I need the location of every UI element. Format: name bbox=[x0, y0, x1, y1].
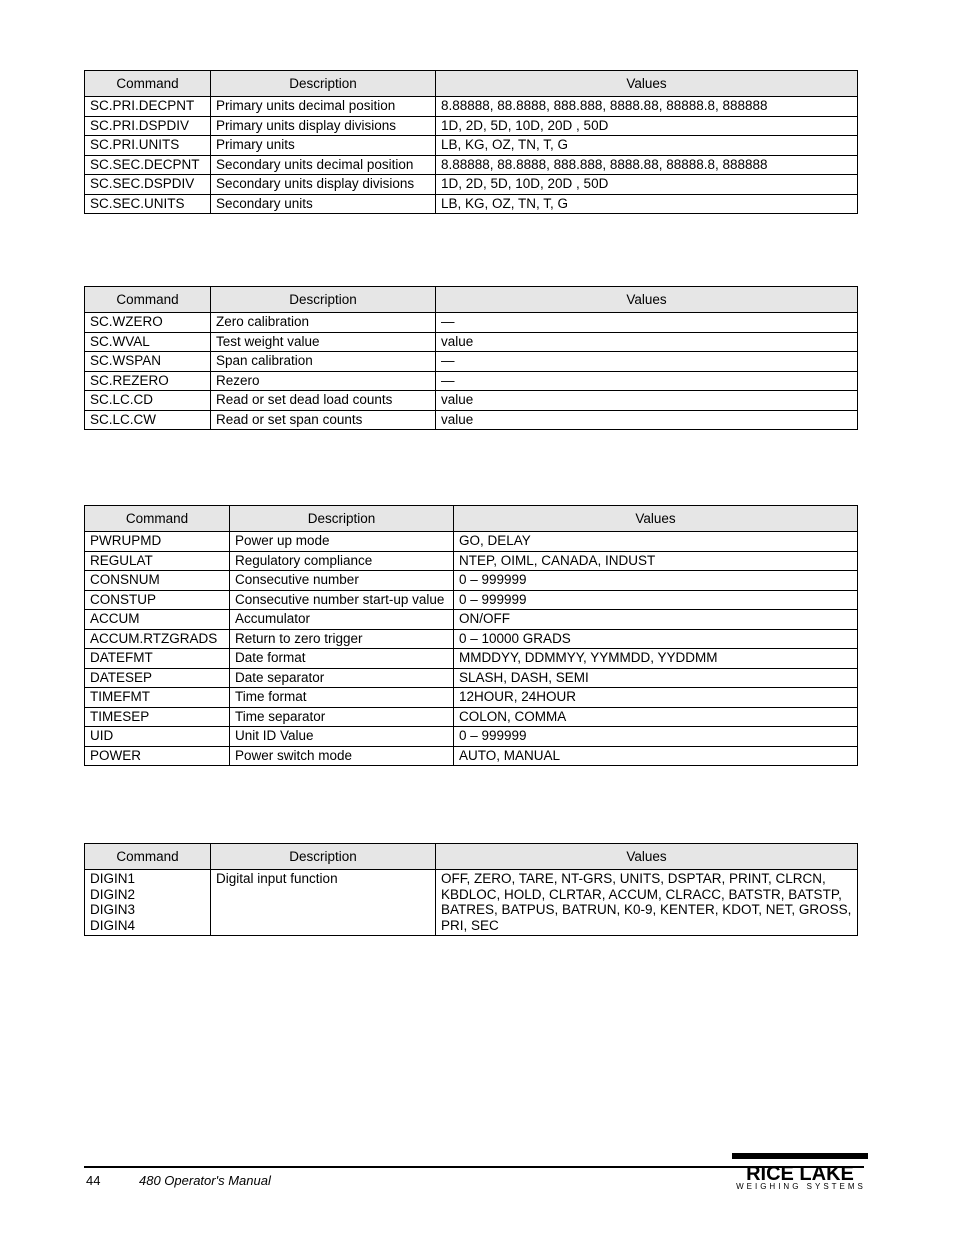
command-cell: DATESEP bbox=[85, 668, 230, 688]
description-header: Description bbox=[211, 71, 436, 97]
units-command-table bbox=[84, 70, 858, 214]
values-cell: 1D, 2D, 5D, 10D, 20D , 50D bbox=[436, 116, 858, 136]
description-cell: Secondary units bbox=[211, 194, 436, 214]
description-cell: Consecutive number start-up value bbox=[230, 590, 454, 610]
table-row bbox=[85, 155, 858, 175]
description-cell: Power switch mode bbox=[230, 746, 454, 766]
values-header: Values bbox=[436, 287, 858, 313]
description-cell: Consecutive number bbox=[230, 571, 454, 591]
description-cell: Unit ID Value bbox=[230, 727, 454, 747]
command-cell: SC.WZERO bbox=[85, 313, 211, 333]
description-cell: Test weight value bbox=[211, 332, 436, 352]
logo-subtext: WEIGHING SYSTEMS bbox=[736, 1182, 866, 1191]
command-cell: POWER bbox=[85, 746, 230, 766]
table-row bbox=[85, 590, 858, 610]
command-cell: SC.WVAL bbox=[85, 332, 211, 352]
command-cell: SC.PRI.DSPDIV bbox=[85, 116, 211, 136]
values-cell: 8.88888, 88.8888, 888.888, 8888.88, 88888.8, 888888 bbox=[436, 97, 858, 117]
command-cell: SC.REZERO bbox=[85, 371, 211, 391]
calibration-command-table bbox=[84, 286, 858, 430]
rice-lake-logo bbox=[730, 1151, 870, 1195]
table-row bbox=[85, 136, 858, 156]
table-row bbox=[85, 175, 858, 195]
values-cell: 1D, 2D, 5D, 10D, 20D , 50D bbox=[436, 175, 858, 195]
values-cell: 0 – 999999 bbox=[454, 571, 858, 591]
command-digin3: DIGIN3 bbox=[90, 902, 136, 917]
table-header-row bbox=[85, 71, 858, 97]
command-cell: PWRUPMD bbox=[85, 532, 230, 552]
values-cell: MMDDYY, DDMMYY, YYMMDD, YYDDMM bbox=[454, 649, 858, 669]
command-cell: SC.LC.CD bbox=[85, 391, 211, 411]
table-header-row bbox=[85, 287, 858, 313]
values-cell: value bbox=[436, 391, 858, 411]
description-cell: Return to zero trigger bbox=[230, 629, 454, 649]
description-header: Description bbox=[211, 287, 436, 313]
command-cell: SC.PRI.DECPNT bbox=[85, 97, 211, 117]
values-cell: OFF, ZERO, TARE, NT-GRS, UNITS, DSPTAR, PRINT, CLRCN, KBDLOC, HOLD, CLRTAR, ACCUM, CLRACC, BATSTR, BATSTP, BATRES, BATPUS, BATRUN, K0-9, KENTER, KDOT, NET, GROSS, PRI, SEC bbox=[436, 870, 858, 936]
command-cell: REGULAT bbox=[85, 551, 230, 571]
table-row bbox=[85, 352, 858, 372]
table-row bbox=[85, 727, 858, 747]
values-cell: 0 – 999999 bbox=[454, 590, 858, 610]
description-cell: Secondary units display divisions bbox=[211, 175, 436, 195]
values-cell: COLON, COMMA bbox=[454, 707, 858, 727]
values-cell: SLASH, DASH, SEMI bbox=[454, 668, 858, 688]
command-cell: DATEFMT bbox=[85, 649, 230, 669]
table-row bbox=[85, 571, 858, 591]
command-cell: SC.SEC.UNITS bbox=[85, 194, 211, 214]
description-cell: Primary units decimal position bbox=[211, 97, 436, 117]
description-cell: Digital input function bbox=[211, 870, 436, 936]
description-cell: Secondary units decimal position bbox=[211, 155, 436, 175]
command-digin4: DIGIN4 bbox=[90, 917, 136, 933]
table-row bbox=[85, 391, 858, 411]
values-cell: — bbox=[436, 352, 858, 372]
description-cell: Read or set span counts bbox=[211, 410, 436, 430]
description-cell: Read or set dead load counts bbox=[211, 391, 436, 411]
command-cell: SC.PRI.UNITS bbox=[85, 136, 211, 156]
feature-command-table bbox=[84, 505, 858, 766]
values-cell: — bbox=[436, 371, 858, 391]
command-cell: TIMEFMT bbox=[85, 688, 230, 708]
table-row bbox=[85, 332, 858, 352]
table-row bbox=[85, 371, 858, 391]
values-cell: 8.88888, 88.8888, 888.888, 8888.88, 88888.8, 888888 bbox=[436, 155, 858, 175]
table-row bbox=[85, 313, 858, 333]
values-cell: GO, DELAY bbox=[454, 532, 858, 552]
values-cell: — bbox=[436, 313, 858, 333]
command-header: Command bbox=[85, 287, 211, 313]
command-header: Command bbox=[85, 71, 211, 97]
table-row bbox=[85, 194, 858, 214]
description-cell: Date separator bbox=[230, 668, 454, 688]
command-cell bbox=[85, 870, 211, 936]
values-header: Values bbox=[454, 506, 858, 532]
values-cell: 12HOUR, 24HOUR bbox=[454, 688, 858, 708]
logo-text: RICE LAKE bbox=[746, 1163, 854, 1185]
table-row bbox=[85, 610, 858, 630]
command-cell: SC.WSPAN bbox=[85, 352, 211, 372]
table-row bbox=[85, 551, 858, 571]
table-row bbox=[85, 746, 858, 766]
description-cell: Rezero bbox=[211, 371, 436, 391]
description-header: Description bbox=[230, 506, 454, 532]
values-cell: LB, KG, OZ, TN, T, G bbox=[436, 136, 858, 156]
values-cell: value bbox=[436, 410, 858, 430]
description-cell: Span calibration bbox=[211, 352, 436, 372]
table-row bbox=[85, 410, 858, 430]
digital-input-command-table bbox=[84, 843, 858, 936]
description-header: Description bbox=[211, 844, 436, 870]
table-row bbox=[85, 97, 858, 117]
command-cell: CONSTUP bbox=[85, 590, 230, 610]
values-cell: 0 – 999999 bbox=[454, 727, 858, 747]
manual-title: 480 Operator's Manual bbox=[139, 1173, 271, 1188]
command-digin2: DIGIN2 bbox=[90, 886, 136, 902]
command-cell: ACCUM bbox=[85, 610, 230, 630]
values-cell: NTEP, OIML, CANADA, INDUST bbox=[454, 551, 858, 571]
table-row bbox=[85, 870, 858, 936]
command-cell: TIMESEP bbox=[85, 707, 230, 727]
description-cell: Regulatory compliance bbox=[230, 551, 454, 571]
command-cell: ACCUM.RTZGRADS bbox=[85, 629, 230, 649]
values-cell: LB, KG, OZ, TN, T, G bbox=[436, 194, 858, 214]
values-header: Values bbox=[436, 71, 858, 97]
command-cell: CONSNUM bbox=[85, 571, 230, 591]
table-row bbox=[85, 532, 858, 552]
command-cell: UID bbox=[85, 727, 230, 747]
table-header-row bbox=[85, 506, 858, 532]
description-cell: Date format bbox=[230, 649, 454, 669]
description-cell: Primary units display divisions bbox=[211, 116, 436, 136]
values-header: Values bbox=[436, 844, 858, 870]
table-header-row bbox=[85, 844, 858, 870]
description-cell: Time separator bbox=[230, 707, 454, 727]
command-cell: SC.LC.CW bbox=[85, 410, 211, 430]
page-number: 44 bbox=[86, 1173, 101, 1188]
values-cell: ON/OFF bbox=[454, 610, 858, 630]
table-row bbox=[85, 688, 858, 708]
description-cell: Time format bbox=[230, 688, 454, 708]
description-cell: Power up mode bbox=[230, 532, 454, 552]
command-header: Command bbox=[85, 506, 230, 532]
values-cell: 0 – 10000 GRADS bbox=[454, 629, 858, 649]
command-digin1: DIGIN1 bbox=[90, 871, 136, 886]
command-header: Command bbox=[85, 844, 211, 870]
table-row bbox=[85, 629, 858, 649]
table-row bbox=[85, 116, 858, 136]
values-cell: AUTO, MANUAL bbox=[454, 746, 858, 766]
command-cell: SC.SEC.DSPDIV bbox=[85, 175, 211, 195]
description-cell: Primary units bbox=[211, 136, 436, 156]
values-cell: value bbox=[436, 332, 858, 352]
description-cell: Zero calibration bbox=[211, 313, 436, 333]
table-row bbox=[85, 707, 858, 727]
description-cell: Accumulator bbox=[230, 610, 454, 630]
table-row bbox=[85, 649, 858, 669]
command-cell: SC.SEC.DECPNT bbox=[85, 155, 211, 175]
table-row bbox=[85, 668, 858, 688]
